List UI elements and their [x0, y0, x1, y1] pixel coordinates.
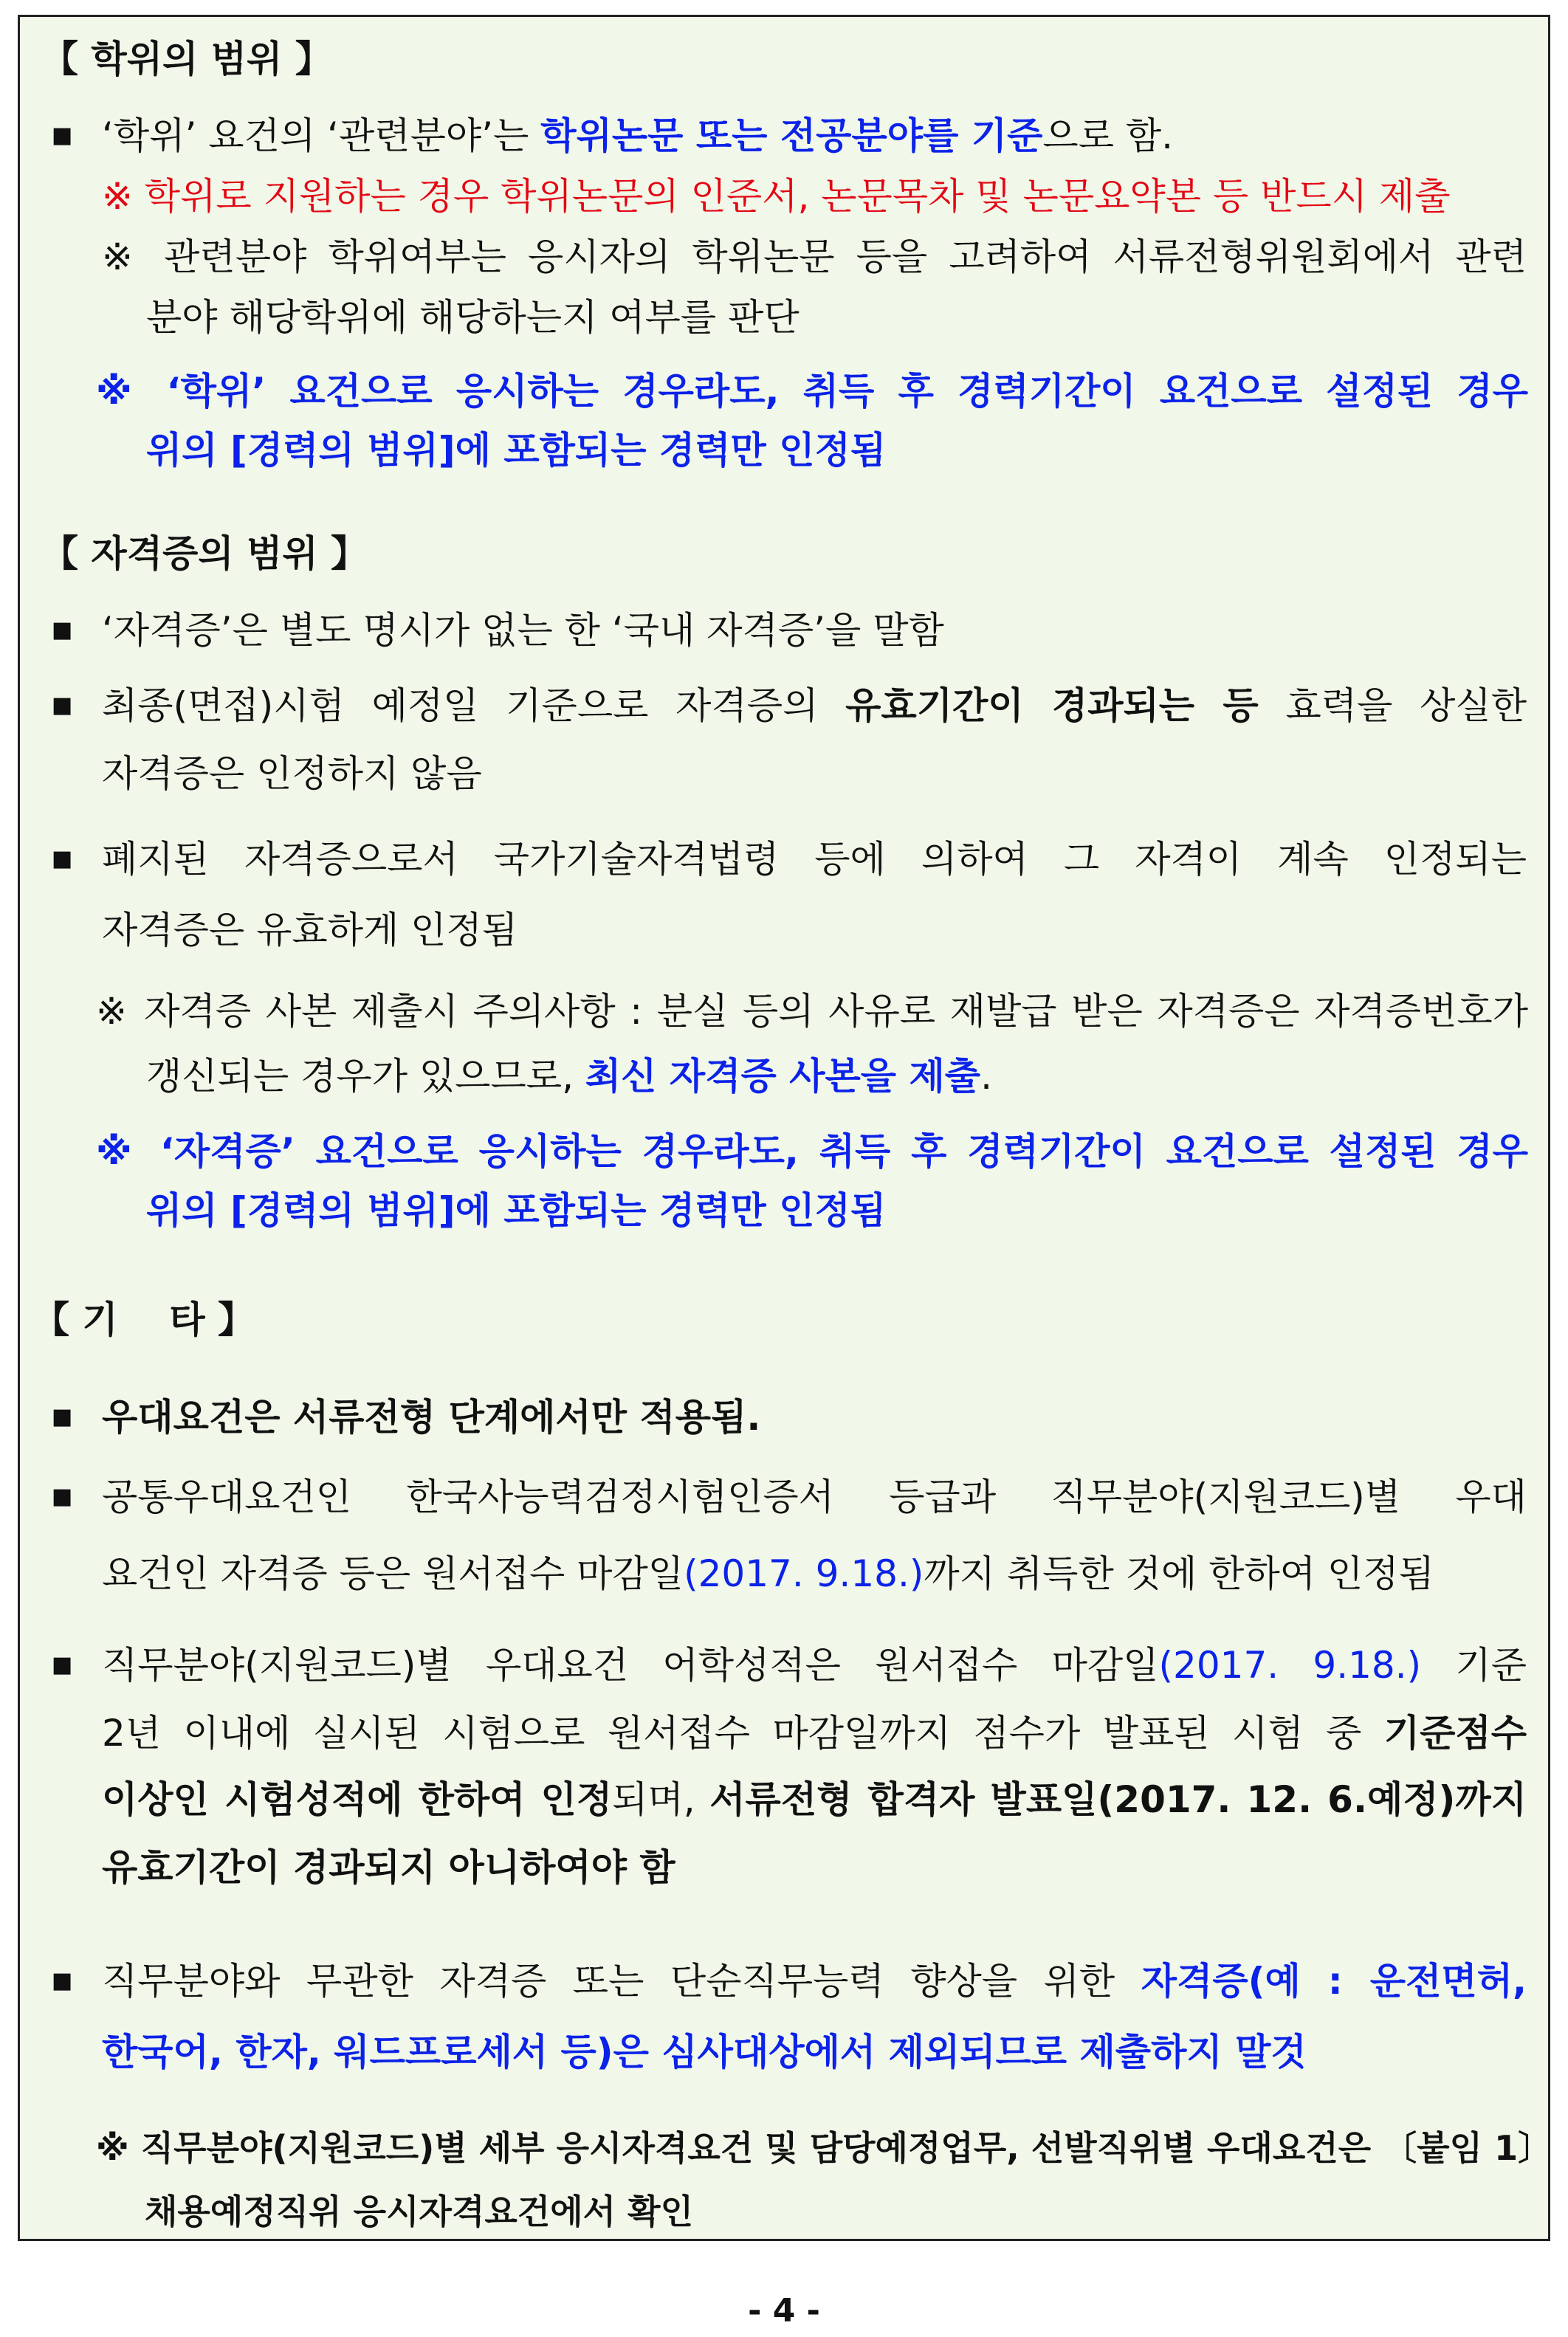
cert-bullet-2-line1: 최종(면접)시험 예정일 기준으로 자격증의 유효기간이 경과되는 등 효력을 상실한	[102, 684, 1527, 727]
etc-heading: 【 기 타 】	[32, 1298, 255, 1341]
etc-bullet-4-line1: 직무분야와 무관한 자격증 또는 단순직무능력 향상을 위한 자격증(예 : 운전면허,	[102, 1960, 1527, 2003]
cert-note-2-line2: 위의 [경력의 범위]에 포함되는 경력만 인정됨	[146, 1189, 887, 1232]
notice-box	[18, 15, 1550, 2241]
degree-note-1: ※ 학위로 지원하는 경우 학위논문의 인준서, 논문목차 및 논문요약본 등 반드시 제출	[102, 175, 1451, 218]
bullet-icon: ■	[52, 1484, 73, 1510]
bullet-icon: ■	[52, 1404, 73, 1430]
etc-note-line1: ※ 직무분야(지원코드)별 세부 응시자격요건 및 담당예정업무, 선발직위별 우대요건은 〔붙임 1〕	[96, 2128, 1552, 2168]
cert-heading: 【 자격증의 범위 】	[41, 532, 368, 575]
etc-bullet-1: 우대요건은 서류전형 단계에서만 적용됨.	[102, 1396, 761, 1439]
cert-bullet-3-line1: 폐지된 자격증으로서 국가기술자격법령 등에 의하여 그 자격이 계속 인정되는	[102, 838, 1527, 881]
cert-bullet-2-line2: 자격증은 인정하지 않음	[102, 752, 482, 795]
etc-bullet-3-line3: 이상인 시험성적에 한하여 인정되며, 서류전형 합격자 발표일(2017. 12. 6.예정)까지	[102, 1778, 1527, 1821]
bullet-icon: ■	[52, 1968, 73, 1994]
cert-note-1-line1: ※ 자격증 사본 제출시 주의사항 : 분실 등의 사유로 재발급 받은 자격증은 자격증번호가	[96, 990, 1528, 1033]
cert-note-2-line1: ※ ‘자격증’ 요건으로 응시하는 경우라도, 취득 후 경력기간이 요건으로 설정된 경우	[96, 1130, 1528, 1173]
etc-bullet-3-line2: 2년 이내에 실시된 시험으로 원서접수 마감일까지 점수가 발표된 시험 중 기준점수	[102, 1712, 1527, 1755]
degree-note-2-line2: 분야 해당학위에 해당하는지 여부를 판단	[146, 296, 800, 339]
bullet-icon: ■	[52, 692, 73, 718]
degree-note-3-line1: ※ ‘학위’ 요건으로 응시하는 경우라도, 취득 후 경력기간이 요건으로 설정된 경우	[96, 370, 1528, 413]
degree-heading: 【 학위의 범위 】	[41, 38, 332, 80]
degree-note-2-line1: ※ 관련분야 학위여부는 응시자의 학위논문 등을 고려하여 서류전형위원회에서 관련	[102, 235, 1527, 278]
bullet-icon: ■	[52, 123, 73, 148]
etc-bullet-3-line4: 유효기간이 경과되지 아니하여야 함	[102, 1846, 675, 1889]
etc-bullet-2-line1: 공통우대요건인 한국사능력검정시험인증서 등급과 직무분야(지원코드)별 우대	[102, 1476, 1527, 1518]
cert-note-1-line2: 갱신되는 경우가 있으므로, 최신 자격증 사본을 제출.	[146, 1055, 993, 1098]
degree-bullet-1: ‘학위’ 요건의 ‘관련분야’는 학위논문 또는 전공분야를 기준으로 함.	[102, 114, 1174, 157]
bullet-icon: ■	[52, 1652, 73, 1678]
etc-bullet-2-line2: 요건인 자격증 등은 원서접수 마감일(2017. 9.18.)까지 취득한 것에 한하여 인정됨	[102, 1552, 1434, 1595]
bullet-icon: ■	[52, 846, 73, 872]
bullet-icon: ■	[52, 617, 73, 643]
cert-bullet-1: ‘자격증’은 별도 명시가 없는 한 ‘국내 자격증’을 말함	[102, 609, 944, 652]
page-number: - 4 -	[748, 2292, 820, 2330]
degree-note-3-line2: 위의 [경력의 범위]에 포함되는 경력만 인정됨	[146, 429, 887, 472]
etc-note-line2: 채용예정직위 응시자격요건에서 확인	[145, 2192, 694, 2231]
etc-bullet-3-line1: 직무분야(지원코드)별 우대요건 어학성적은 원서접수 마감일(2017. 9.18.) 기준	[102, 1644, 1527, 1687]
cert-bullet-3-line2: 자격증은 유효하게 인정됨	[102, 909, 518, 951]
etc-bullet-4-line2: 한국어, 한자, 워드프로세서 등)은 심사대상에서 제외되므로 제출하지 말것	[102, 2031, 1307, 2073]
